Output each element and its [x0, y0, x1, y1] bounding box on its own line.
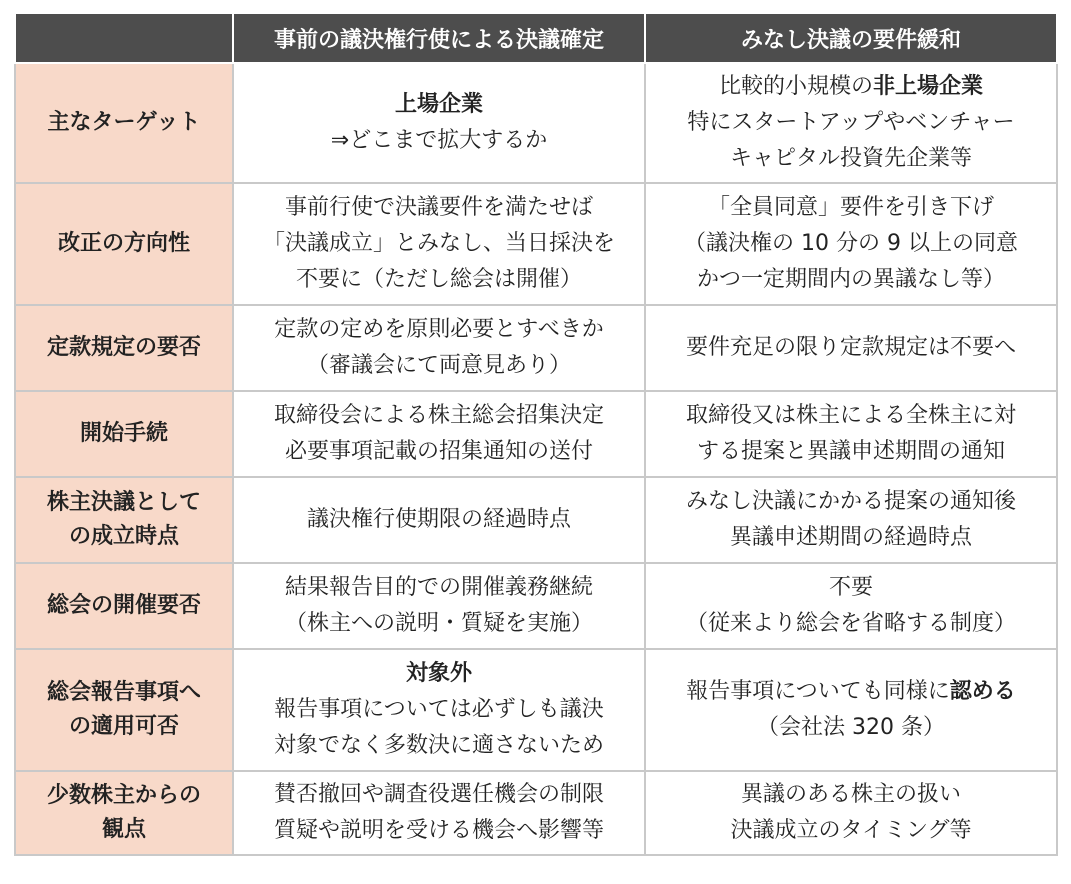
cell-line: 結果報告目的での開催義務継続: [284, 575, 593, 600]
cell-line: 異議申述期間の経過時点: [729, 525, 972, 550]
row-main-target: [15, 63, 1057, 183]
cell-line: （株主への説明・質疑を実施）: [284, 611, 593, 636]
row-label-line: 定款規定の要否: [46, 335, 201, 360]
cell-advance-voting: [233, 477, 645, 563]
cell-deemed-resolution: [645, 477, 1057, 563]
row-label-line: 改正の方向性: [57, 231, 190, 256]
bold-text: 対象外: [405, 661, 472, 686]
row-label: [15, 63, 233, 183]
header-deemed-resolution: みなし決議の要件緩和: [645, 13, 1057, 63]
header-advance-voting: 事前の議決権行使による決議確定: [233, 13, 645, 63]
cell-advance-voting: [233, 563, 645, 649]
cell-advance-voting: [233, 649, 645, 771]
cell-line: 要件充足の限り定款規定は不要へ: [685, 335, 1016, 360]
row-label-line: 株主決議として: [46, 490, 201, 515]
cell-advance-voting: [233, 63, 645, 183]
cell-deemed-resolution: [645, 391, 1057, 477]
row-minority-shareholders: [15, 771, 1057, 855]
cell-line: 決議成立のタイミング等: [730, 818, 972, 843]
cell-line: [654, 69, 1048, 105]
cell-line: かつ一定期間内の異議なし等）: [696, 267, 1005, 292]
cell-line: ⇒どこまで拡大するか: [330, 128, 548, 153]
cell-line: 必要事項記載の招集通知の送付: [284, 439, 593, 464]
cell-line: 議決権行使期限の経過時点: [306, 507, 571, 532]
cell-line: 対象でなく多数決に適さないため: [273, 733, 604, 758]
bold-text: 非上場企業: [873, 74, 984, 99]
cell-line: （議決権の 10 分の 9 以上の同意: [684, 231, 1018, 256]
cell-deemed-resolution: [645, 63, 1057, 183]
cell-advance-voting: [233, 771, 645, 855]
cell-line: 「全員同意」要件を引き下げ: [707, 195, 994, 220]
row-report-items: [15, 649, 1057, 771]
cell-line: 異議のある株主の扱い: [740, 782, 961, 807]
cell-line: 「決議成立」とみなし、当日採決を: [262, 231, 615, 256]
row-label: [15, 563, 233, 649]
cell-line: 特にスタートアップやベンチャー: [687, 110, 1015, 135]
cell-advance-voting: [233, 391, 645, 477]
cell-line: （従来より総会を省略する制度）: [685, 611, 1016, 636]
row-label-line: 観点: [101, 817, 146, 842]
cell-line: する提案と異議申述期間の通知: [696, 439, 1005, 464]
row-label: [15, 649, 233, 771]
cell-line: [242, 87, 636, 123]
row-label-line: 総会の開催要否: [46, 593, 201, 618]
row-label-line: の成立時点: [68, 524, 179, 549]
row-label-line: 開始手続: [79, 421, 168, 446]
cell-line: 賛否撤回や調査役選任機会の制限: [273, 782, 604, 807]
header-row: [15, 13, 1057, 63]
cell-line: 報告事項については必ずしも議決: [274, 697, 604, 722]
row-label-line: 少数株主からの: [46, 783, 201, 808]
cell-line: 事前行使で決議要件を満たせば: [284, 195, 593, 220]
row-label-line: 総会報告事項へ: [46, 680, 201, 705]
header-corner: [15, 13, 233, 63]
cell-deemed-resolution: [645, 771, 1057, 855]
cell-advance-voting: [233, 305, 645, 391]
cell-line: 質疑や説明を受ける機会へ影響等: [273, 818, 604, 843]
row-reform-direction: [15, 183, 1057, 305]
cell-deemed-resolution: [645, 649, 1057, 771]
row-label: [15, 771, 233, 855]
row-label: [15, 391, 233, 477]
cell-line: 定款の定めを原則必要とすべきか: [274, 317, 604, 342]
row-resolution-timing: [15, 477, 1057, 563]
cell-line: [242, 656, 636, 692]
comparison-table: [14, 12, 1058, 856]
bold-text: 上場企業: [394, 92, 483, 117]
row-start-procedure: [15, 391, 1057, 477]
cell-deemed-resolution: [645, 563, 1057, 649]
row-label: [15, 183, 233, 305]
bold-text: 認める: [949, 679, 1016, 704]
plain-text: 報告事項についても同様に: [686, 679, 950, 704]
row-meeting-required: [15, 563, 1057, 649]
cell-advance-voting: [233, 183, 645, 305]
row-articles-requirement: [15, 305, 1057, 391]
cell-deemed-resolution: [645, 183, 1057, 305]
row-label: [15, 305, 233, 391]
cell-deemed-resolution: [645, 305, 1057, 391]
comparison-table-container: [14, 12, 1056, 856]
row-label: [15, 477, 233, 563]
cell-line: みなし決議にかかる提案の通知後: [685, 489, 1016, 514]
cell-line: （会社法 320 条）: [757, 715, 945, 740]
cell-line: 不要に（ただし総会は開催）: [295, 267, 582, 292]
cell-line: 取締役会による株主総会招集決定: [273, 403, 604, 428]
cell-line: [654, 674, 1048, 710]
row-label-line: 主なターゲット: [47, 110, 201, 135]
cell-line: キャピタル投資先企業等: [729, 146, 972, 171]
cell-line: 取締役又は株主による全株主に対: [685, 403, 1016, 428]
cell-line: （審議会にて両意見あり）: [306, 353, 571, 378]
cell-line: 不要: [828, 575, 873, 600]
row-label-line: の適用可否: [68, 714, 179, 739]
plain-text: 比較的小規模の: [718, 74, 873, 99]
